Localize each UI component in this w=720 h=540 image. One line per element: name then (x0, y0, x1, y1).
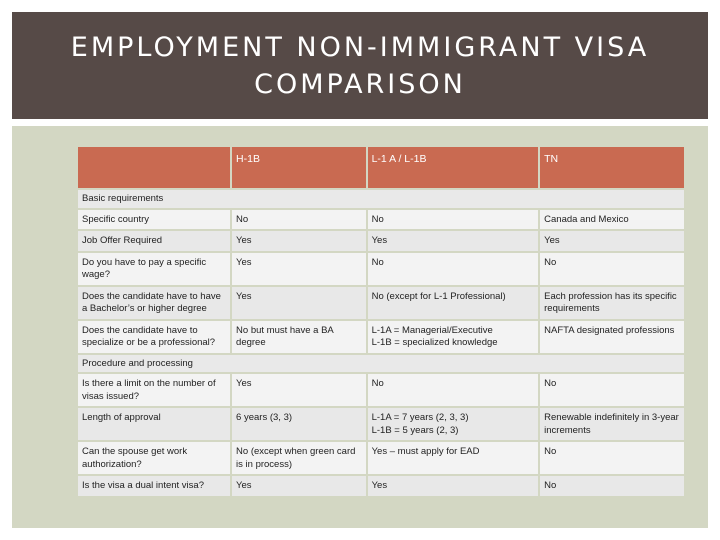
row-label-cell: Can the spouse get work authorization? (78, 442, 230, 474)
comparison-table (76, 145, 686, 498)
table-cell: Each profession has its specific requirements (540, 287, 684, 319)
table-cell: Yes (232, 476, 366, 496)
table-row (78, 321, 684, 353)
table-row (78, 253, 684, 285)
table-cell: Yes (232, 253, 366, 285)
table-cell: No (540, 253, 684, 285)
table-cell: Yes (232, 231, 366, 251)
header-cell: TN (540, 147, 684, 188)
table-cell: No (368, 210, 539, 230)
table-cell: Yes – must apply for EAD (368, 442, 539, 474)
table-body (78, 147, 684, 496)
row-label-cell: Length of approval (78, 408, 230, 440)
table-header-row (78, 147, 684, 188)
table-row (78, 231, 684, 251)
section-row (78, 190, 684, 208)
table-cell: Renewable indefinitely in 3-year increments (540, 408, 684, 440)
table-cell: Canada and Mexico (540, 210, 684, 230)
row-label-cell: Does the candidate have to have a Bachelor’s or higher degree (78, 287, 230, 319)
slide-title: EMPLOYMENT NON-IMMIGRANT VISA COMPARISON (70, 31, 650, 100)
row-label-cell: Is the visa a dual intent visa? (78, 476, 230, 496)
table-cell: No (except for L-1 Professional) (368, 287, 539, 319)
table-cell: Yes (232, 287, 366, 319)
section-label: Basic requirements (78, 190, 684, 208)
row-label-cell: Do you have to pay a specific wage? (78, 253, 230, 285)
table-row (78, 442, 684, 474)
title-bar (12, 12, 708, 119)
row-label-cell: Is there a limit on the number of visas issued? (78, 374, 230, 406)
row-label-cell: Does the candidate have to specialize or be a professional? (78, 321, 230, 353)
row-label-cell: Specific country (78, 210, 230, 230)
table-cell: NAFTA designated professions (540, 321, 684, 353)
table-cell: No (232, 210, 366, 230)
header-cell: L-1 A / L-1B (368, 147, 539, 188)
table-cell: No (540, 442, 684, 474)
table-cell: No (368, 374, 539, 406)
row-label-cell: Job Offer Required (78, 231, 230, 251)
header-cell-blank (78, 147, 230, 188)
table-cell: No but must have a BA degree (232, 321, 366, 353)
section-row (78, 355, 684, 373)
table-cell: Yes (540, 231, 684, 251)
table-cell: No (540, 476, 684, 496)
table-cell: 6 years (3, 3) (232, 408, 366, 440)
table-cell: No (except when green card is in process) (232, 442, 366, 474)
table-cell: L-1A = Managerial/Executive L-1B = specialized knowledge (368, 321, 539, 353)
table-row (78, 408, 684, 440)
table-cell: L-1A = 7 years (2, 3, 3) L-1B = 5 years (2, 3) (368, 408, 539, 440)
table-row (78, 210, 684, 230)
table-row (78, 287, 684, 319)
section-label: Procedure and processing (78, 355, 684, 373)
table-row (78, 374, 684, 406)
table-cell: No (368, 253, 539, 285)
table-row (78, 476, 684, 496)
table-cell: Yes (232, 374, 366, 406)
table-cell: Yes (368, 476, 539, 496)
header-cell: H-1B (232, 147, 366, 188)
table-cell: Yes (368, 231, 539, 251)
table-cell: No (540, 374, 684, 406)
